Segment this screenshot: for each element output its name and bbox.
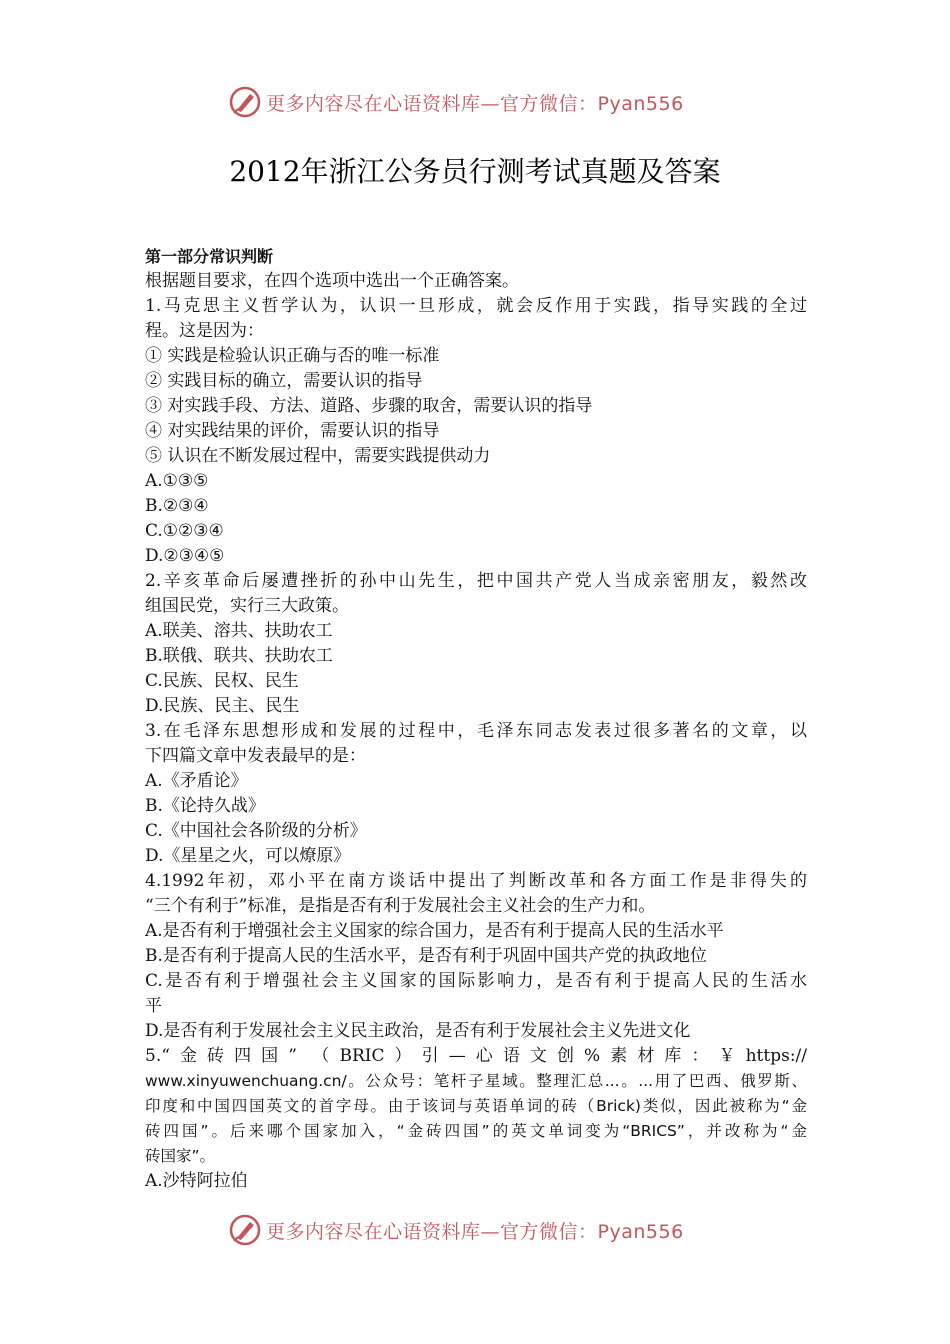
text-line: ④ 对实践结果的评价，需要认识的指导 xyxy=(145,421,440,441)
banner-text xyxy=(266,89,684,116)
text-line: ③ 对实践手段、方法、道路、步骤的取舍，需要认识的指导 xyxy=(145,396,593,416)
section-heading: 第一部分常识判断 xyxy=(145,247,274,266)
text-line: B.联俄、联共、扶助农工 xyxy=(145,646,333,666)
text-line: 砖四国”。后来哪个国家加入，“金砖四国”的英文单词变为“BRICS”，并改称为“金 xyxy=(145,1122,807,1140)
text-line: B.是否有利于提高人民的生活水平，是否有利于巩固中国共产党的执政地位 xyxy=(145,946,707,966)
document-title: 2012年浙江公务员行测考试真题及答案 xyxy=(229,155,721,188)
text-line: 2.辛亥革命后屡遭挫折的孙中山先生，把中国共产党人当成亲密朋友，毅然改 xyxy=(145,571,807,591)
text-line: D.《星星之火，可以燎原》 xyxy=(145,846,351,866)
text-line: D.②③④⑤ xyxy=(145,546,225,566)
text-line: A.《矛盾论》 xyxy=(145,771,248,791)
text-line: A.是否有利于增强社会主义国家的综合国力，是否有利于提高人民的生活水平 xyxy=(145,921,724,941)
text-line: A.沙特阿拉伯 xyxy=(145,1171,248,1191)
text-line: 1.马克思主义哲学认为，认识一旦形成，就会反作用于实践，指导实践的全过 xyxy=(145,296,807,316)
text-line: C.是否有利于增强社会主义国家的国际影响力，是否有利于提高人民的生活水 xyxy=(145,971,807,991)
text-line: 砖国家”。 xyxy=(145,1147,216,1165)
text-line: A.①③⑤ xyxy=(145,471,209,491)
text-line: 组国民党，实行三大政策。 xyxy=(145,596,349,616)
text-line: A.联美、溶共、扶助农工 xyxy=(145,621,333,641)
header-watermark-banner xyxy=(228,82,708,122)
text-line: ② 实践目标的确立，需要认识的指导 xyxy=(145,371,423,391)
text-line: D.是否有利于发展社会主义民主政治，是否有利于发展社会主义先进文化 xyxy=(145,1021,691,1041)
banner-slogan: 更多内容尽在心语资料库—官方微信： xyxy=(266,1220,598,1243)
text-line: D.民族、民主、民生 xyxy=(145,696,300,716)
text-line: www.xinyuwenchuang.cn/。公众号：笔杆子星域。整理汇总...。...用了巴西、俄罗斯、 xyxy=(145,1072,807,1090)
text-line: C.①②③④ xyxy=(145,521,224,541)
text-line: 程。这是因为： xyxy=(145,321,264,341)
text-line: 印度和中国四国英文的首字母。由于该词与英语单词的砖（Brick)类似，因此被称为“金 xyxy=(145,1097,807,1115)
text-line: C.《中国社会各阶级的分析》 xyxy=(145,821,367,841)
text-line: 根据题目要求，在四个选项中选出一个正确答案。 xyxy=(145,271,519,291)
text-line: ⑤ 认识在不断发展过程中，需要实践提供动力 xyxy=(145,446,491,466)
banner-slogan: 更多内容尽在心语资料库—官方微信： xyxy=(266,92,598,115)
banner-text xyxy=(266,1217,684,1244)
document-body xyxy=(145,244,807,1194)
banner-wechat-id: Pyan556 xyxy=(597,1220,684,1243)
text-line: 3.在毛泽东思想形成和发展的过程中，毛泽东同志发表过很多著名的文章，以 xyxy=(145,721,807,741)
text-line: B.《论持久战》 xyxy=(145,796,265,816)
writing-hand-logo-icon xyxy=(228,1213,262,1247)
text-line: B.②③④ xyxy=(145,496,209,516)
writing-hand-logo-icon xyxy=(228,85,262,119)
banner-wechat-id: Pyan556 xyxy=(597,92,684,115)
text-line: 下四篇文章中发表最早的是： xyxy=(145,746,366,766)
text-line: 5.“金砖四国” （BRIC）引—心语文创%素材库：￥https:// xyxy=(145,1046,807,1066)
text-line: C.民族、民权、民生 xyxy=(145,671,299,691)
text-line: 4.1992年初，邓小平在南方谈话中提出了判断改革和各方面工作是非得失的 xyxy=(145,871,807,891)
footer-watermark-banner xyxy=(228,1210,708,1250)
text-line: ① 实践是检验认识正确与否的唯一标准 xyxy=(145,346,440,366)
text-line: 平 xyxy=(145,996,162,1016)
text-line: “三个有利于”标准，是指是否有利于发展社会主义社会的生产力和。 xyxy=(145,896,656,916)
